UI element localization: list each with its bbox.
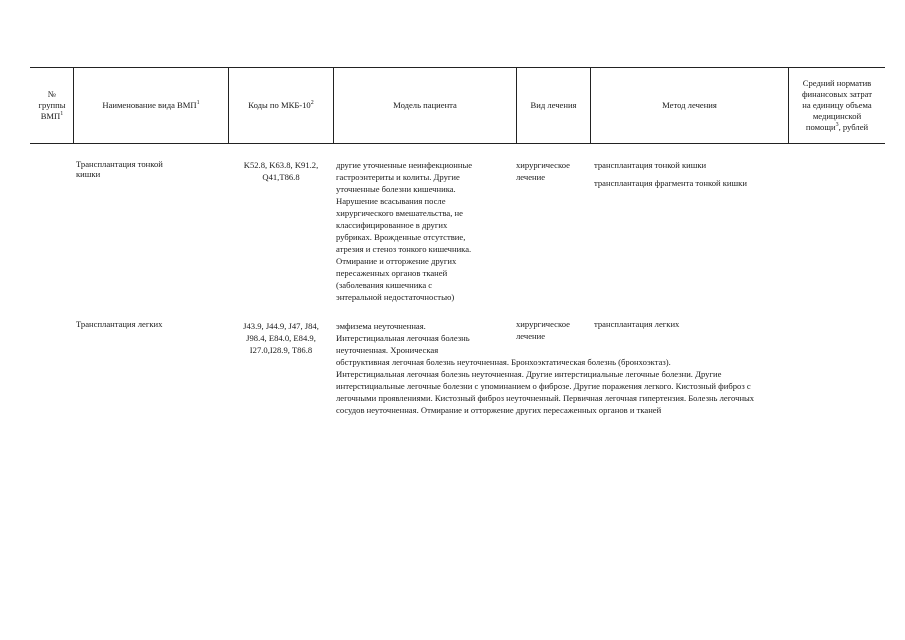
row1-method-1: трансплантация тонкой кишки (594, 160, 707, 170)
table-header-bottom-border (30, 143, 885, 144)
header-group-number: № группы ВМП$^1$ (38, 89, 66, 121)
row1-codes: K52.8, K63.8, K91.2, Q41,T86.8 (243, 160, 319, 182)
row1-name: Трансплантация тонкой кишки (76, 159, 163, 179)
row1-treatment-type: хирургическое лечение (516, 160, 570, 182)
row1-method-2: трансплантация фрагмента тонкой кишки (594, 178, 747, 188)
header-treatment-type: Вид лечения (530, 100, 577, 110)
header-average-cost: Средний норматив финансовых затрат на единицу объема медицинской помощи$^3$, рублей (801, 78, 873, 132)
header-patient-model: Модель пациента (393, 100, 457, 110)
row2-patient-model: эмфизема неуточненная. Интерстициальная легочная болезнь неуточненная. Хроническая обструктивная легочная болезнь неуточненная. Бронхоэктатическая болезнь (бронхоэктаз). Интерстициальная легочная болезнь неуточненная. Другие интерстициальные легочные болезни. Другие интерстициальные легочные болезни с упоминанием о фиброзе. Другие поражения легкого. Кистозный фиброз с легочными проявлениями. Кистозный фиброз неуточненный. Первичная легочная гипертензия. Болезнь легочных сосудов неуточненная. Отмирание и отторжение других пересаженных органов и тканей (336, 321, 755, 415)
header-vmp-type-name: Наименование вида ВМП$^1$ (102, 100, 200, 110)
row2-name: Трансплантация легких (76, 319, 163, 329)
row2-treatment-type: хирургическое лечение (516, 318, 590, 342)
header-treatment-method: Метод лечения (662, 100, 717, 110)
row1-patient-model: другие уточненные неинфекционные гастроэнтериты и колиты. Другие уточненные болезни кишечника. Нарушение всасывания после хирургического вмешательства, не классифицированное в других рубриках. Врожденные отсутствие, атрезия и стеноз тонкого кишечника. Отмирание и отторжение других пересаженных органов тканей (заболевания кишечника с энтеральной недостаточностью) (336, 160, 473, 302)
row2-codes: J43.9, J44.9, J47, J84, J98.4, E84.0, E84.9, I27.0,I28.9, T86.8 (243, 321, 319, 355)
header-icd10-codes: Коды по МКБ-$10^2$ (248, 100, 314, 110)
row2-method-1: трансплантация легких (594, 319, 680, 329)
